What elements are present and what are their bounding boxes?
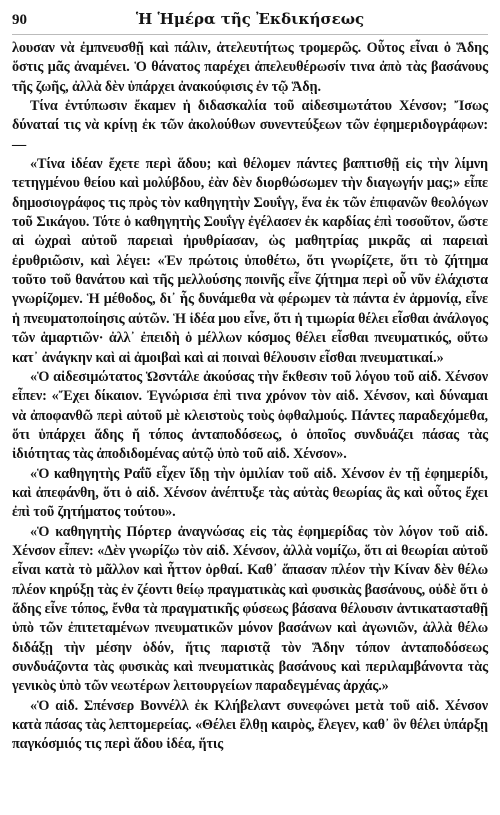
body-text [12,39,488,755]
page-number: 90 [12,12,27,28]
paragraph: «Ὁ αἰδ. Σπένσερ Βοννέλλ ἐκ Κλήβελαντ συνεφώνει μετὰ τοῦ αἰδ. Χένσον κατὰ πάσας τὰς λεπτομερείας. «Θέλει ἔλθῃ καιρὸς, ἔλεγεν, καθ᾽ ὃν θέλει ὑπάρξῃ παγκόσμιός τις περὶ ἅδου ἰδέα, ἥτις [12,697,488,753]
paragraph: «Ὁ αἰδεσιμώτατος Ὡσντάλε ἀκούσας τὴν ἔκθεσιν τοῦ λόγου τοῦ αἰδ. Χένσον εἶπεν: «Ἔχει δίκαιον. Ἐγνώρισα ἐπὶ τινα χρόνον τὸν αἰδ. Χένσον, καὶ δύναμαι νὰ ἀποφανθῶ περὶ αὐτοῦ μὲ κλειστοὺς τοὺς ὀφθαλμούς. Πάντες παραδεχόμεθα, ὅτι ὑπάρχει ἅδης ἤ τόπος ἀνταποδόσεως, ὁ ὁποῖος συνδυάζει πάσας τὰς ἰδιότητας τὰς ἀποδιδομένας αὐτῷ ὑπὸ τοῦ αἰδ. Χένσον». [12,368,488,463]
paragraph: «Ὁ καθηγητὴς Ραΐῦ εἶχεν ἴδῃ τὴν ὁμιλίαν τοῦ αἰδ. Χένσον ἐν τῇ ἐφημερίδι, καὶ ἀπεφάνθη, ὅτι ὁ αἰδ. Χένσον ἀνέπτυξε τὰς αὐτὰς θεωρίας ἃς καὶ οὗτος ἔχει ἐπὶ τοῦ ζητήματος τούτου». [12,465,488,521]
running-head: Ἡ Ἡμέρα τῆς Ἐκδικήσεως [135,10,365,28]
page-header [12,10,488,35]
paragraph: «Ὁ καθηγητὴς Πόρτερ ἀναγνώσας εἰς τὰς ἐφημερίδας τὸν λόγον τοῦ αἰδ. Χένσον εἶπεν: «Δὲν γνωρίζω τὸν αἰδ. Χένσον, ἀλλὰ νομίζω, ὅτι αἱ θεωρίαι αὐτοῦ εἶναι κατὰ τὸ μᾶλλον καὶ ἧττον ὀρθαί. Καθ᾽ ἅπασαν πλέον τὴν Κίναν δὲν θέλω πλέον κηρύξῃ τὰς ἐν ζέοντι θείῳ πραγματικὰς καὶ φυσικὰς βασάνους, οὐδὲ ὅτι ὁ ἅδης εἶνε τόπος, ἔνθα τὰ πραγματικῆς φύσεως βάσανα θέλουσιν ἀντικατασταθῇ ὑπὸ τῶν ἐπιτεταμένων πνευματικῶν μόνον βασάνων καὶ ἀγωνιῶν, ἀλλὰ θέλω διδάξῃ τὴν μέσην ὁδόν, ἥτις παριστᾷ τὸν Ἅδην τόπον ἀνταποδόσεως συνδυάζοντα τὰς φυσικὰς καὶ πνευματικὰς βασάνους καὶ περιλαμβάνοντα τὰς γενικὸς ὑπὸ τῶν νεωτέρων λειτουργείων παραδεγμένας ἀρχάς.» [12,523,488,695]
paragraph: Τίνα ἐντύπωσιν ἔκαμεν ἡ διδασκαλία τοῦ αἰδεσιμωτάτου Χένσον; Ἴσως δύναταί τις νὰ κρίνῃ ἐκ τῶν ἀκολούθων συνεντεύξεων τῶν ἐφημεριδογράφων:— [12,98,488,153]
paragraph: «Τίνα ἰδέαν ἔχετε περὶ ἅδου; καὶ θέλομεν πάντες βαπτισθῇ εἰς τὴν λίμνη τετηγμένου θείου καὶ μολύβδου, ἐὰν δὲν διορθώσωμεν τὴν διαγωγήν μας;» εἶπε δημοσιογράφος τις πρὸς τὸν καθηγητὴν Σουΐγγ, ἕνα ἐκ τῶν ἐπιφανῶν θεολόγων τοῦ Σικάγου. Τότε ὁ καθηγητὴς Σουΐγγ ἐγέλασεν ἐκ καρδίας ἐπὶ τοσοῦτον, ὥστε αἱ ὠχραὶ αὐτοῦ παρειαὶ ἠρυθρίασαν, ὡς μαθητρίας μικρᾶς αἱ παρειαὶ ἐρυθριῶσιν, καὶ λέγει: «Ἐν πρώτοις ὑποθέτω, ὅτι γνωρίζετε, ὅτι τὸ ζήτημα τοῦτο τοῦ θανάτου καὶ τῆς μελλούσης ποινῆς εἶνε ζήτημα περὶ οὗ νῦν ἐλάχιστα γνωρίζομεν. Ἡ μέθοδος, δι᾽ ἧς δυνάμεθα νὰ φέρωμεν τὰ πάντα ἐν ἁρμονίᾳ, εἶνε ἡ πνευματοποίησις αὐτῶν. Ἡ ἰδέα μου εἶνε, ὅτι ἡ τιμωρία θέλει εἶσθαι ἀνάλογος τῶν ἁμαρτιῶν· ἀλλ᾽ ἐπειδὴ ὁ μέλλων κόσμος θέλει εἶσθαι πνευματικός, οὕτω κατ᾽ ἀνάγκην καὶ αἱ ἀμοιβαὶ καὶ αἱ ποιναὶ θέλουσιν εἶσθαι πνευματικαί.» [12,156,488,366]
paragraph: λουσαν νὰ ἐμπνευσθῇ καὶ πάλιν, ἀτελευτήτως τρομερῶς. Οὗτος εἶναι ὁ Ἅδης ὅστις μᾶς ἀναμένει. Ὁ θάνατος παρέχει ἀπελευθέρωσίν τινα ἀπὸ τὰς βασάνους τῆς ζωῆς, ἀλλὰ δὲν ὑπάρχει ἀνακούφισις ἐν τῷ Ἅδῃ. [12,40,488,95]
